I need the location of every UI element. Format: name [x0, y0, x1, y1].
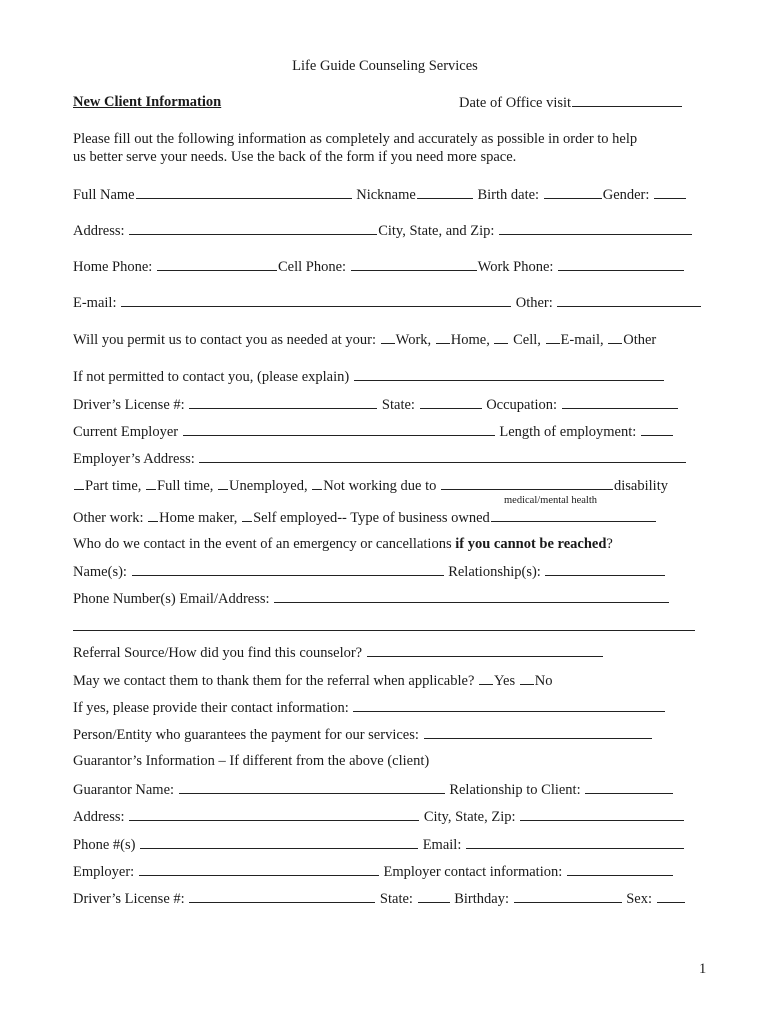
yes-label: Yes	[494, 673, 516, 689]
permit-contact-label: Will you permit us to contact you as needed at your:	[73, 332, 377, 348]
employer-address-field[interactable]	[199, 449, 686, 463]
guarantor-city-label: City, State, Zip:	[423, 809, 516, 825]
guarantor-state-label: State:	[379, 891, 413, 907]
emergency-question-end: ?	[606, 536, 613, 552]
employer-row	[73, 422, 674, 441]
phone-row	[73, 257, 685, 276]
guarantor-city-field[interactable]	[520, 807, 684, 821]
current-employer-field[interactable]	[183, 422, 495, 436]
referral-contact-label: If yes, please provide their contact information:	[73, 700, 349, 716]
referral-row	[73, 643, 604, 662]
guarantor-sex-label: Sex:	[626, 891, 653, 907]
guarantor-email-label: Email:	[422, 837, 462, 853]
birth-date-field[interactable]	[544, 185, 602, 199]
phone-email-field-continued[interactable]	[73, 630, 695, 631]
guarantor-phone-row	[73, 835, 685, 854]
page-number: 1	[699, 961, 707, 977]
work-checkbox[interactable]	[381, 330, 395, 344]
guarantor-employer-field[interactable]	[139, 862, 379, 876]
guarantor-license-label: Driver’s License #:	[73, 891, 185, 907]
guarantor-phone-label: Phone #(s)	[73, 837, 136, 853]
employer-address-label: Employer’s Address:	[73, 451, 195, 467]
phone-email-row	[73, 589, 670, 608]
yes-checkbox[interactable]	[479, 671, 493, 685]
guarantor-license-row	[73, 889, 686, 908]
guarantor-address-field[interactable]	[129, 807, 419, 821]
work-phone-field[interactable]	[558, 257, 684, 271]
state-label: State:	[381, 397, 415, 413]
emergency-question	[73, 535, 613, 553]
no-checkbox[interactable]	[520, 671, 534, 685]
guarantor-person-label: Person/Entity who guarantees the payment for our services:	[73, 727, 419, 743]
relationship-client-field[interactable]	[585, 780, 673, 794]
full-name-label: Full Name	[73, 187, 135, 203]
not-working-label: Not working due to	[323, 478, 437, 494]
phone-email-field[interactable]	[274, 589, 669, 603]
address-row	[73, 221, 693, 240]
full-time-label: Full time,	[157, 478, 214, 494]
cell-option-label: Cell,	[513, 332, 541, 348]
emergency-question-emphasis: if you cannot be reached	[455, 536, 607, 552]
guarantor-license-field[interactable]	[189, 889, 375, 903]
drivers-license-field[interactable]	[189, 395, 377, 409]
employer-address-row	[73, 449, 687, 468]
self-employed-label: Self employed-- Type of business owned	[253, 510, 490, 526]
work-option-label: Work,	[395, 332, 432, 348]
guarantor-state-field[interactable]	[418, 889, 450, 903]
nickname-label: Nickname	[356, 187, 416, 203]
other-contact-field[interactable]	[557, 293, 701, 307]
relationships-field[interactable]	[545, 562, 665, 576]
guarantor-employer-label: Employer:	[73, 864, 135, 880]
guarantor-email-field[interactable]	[466, 835, 684, 849]
length-employment-label: Length of employment:	[499, 424, 637, 440]
current-employer-label: Current Employer	[73, 424, 179, 440]
guarantor-employer-row	[73, 862, 674, 881]
disability-note: medical/mental health	[504, 495, 598, 506]
not-permitted-label: If not permitted to contact you, (please explain)	[73, 369, 350, 385]
names-label: Name(s):	[73, 564, 127, 580]
gender-label: Gender:	[602, 187, 650, 203]
intro-line-1: Please fill out the following information as completely and accurately as possible in order to help	[73, 131, 638, 147]
guarantor-employer-contact-field[interactable]	[567, 862, 673, 876]
cell-checkbox[interactable]	[494, 330, 508, 344]
referral-contact-field[interactable]	[353, 698, 665, 712]
other-label: Other:	[515, 295, 553, 311]
referral-field[interactable]	[367, 643, 603, 657]
office-visit-label: Date of Office visit	[459, 95, 572, 111]
part-time-checkbox[interactable]	[74, 476, 84, 490]
guarantor-name-label: Guarantor Name:	[73, 782, 175, 798]
guarantor-employer-contact-label: Employer contact information:	[383, 864, 563, 880]
guarantor-person-row	[73, 725, 653, 744]
intro-line-2: us better serve your needs. Use the back of the form if you need more space.	[73, 149, 517, 165]
thank-referral-row	[73, 671, 553, 690]
occupation-label: Occupation:	[486, 397, 558, 413]
work-phone-label: Work Phone:	[477, 259, 554, 275]
referral-contact-row	[73, 698, 666, 717]
other-checkbox[interactable]	[608, 330, 622, 344]
guarantor-name-row	[73, 780, 674, 799]
office-visit-date-field[interactable]	[572, 93, 682, 107]
part-time-label: Part time,	[85, 478, 142, 494]
home-option-label: Home,	[450, 332, 490, 348]
drivers-license-label: Driver’s License #:	[73, 397, 185, 413]
other-work-row	[73, 508, 657, 527]
emergency-names-row	[73, 562, 666, 581]
disability-field[interactable]	[441, 476, 613, 490]
org-title: Life Guide Counseling Services	[292, 58, 478, 74]
guarantor-name-field[interactable]	[179, 780, 445, 794]
emergency-question-text: Who do we contact in the event of an emergency or cancellations	[73, 536, 452, 552]
unemployed-checkbox[interactable]	[218, 476, 228, 490]
license-row	[73, 395, 679, 414]
relationship-client-label: Relationship to Client:	[449, 782, 581, 798]
thank-referral-label: May we contact them to thank them for the referral when applicable?	[73, 673, 475, 689]
guarantor-birthday-label: Birthday:	[454, 891, 509, 907]
names-field[interactable]	[132, 562, 444, 576]
address-label: Address:	[73, 223, 125, 239]
permit-contact-row	[73, 330, 656, 349]
city-state-zip-field[interactable]	[499, 221, 692, 235]
guarantor-phone-field[interactable]	[140, 835, 418, 849]
birth-date-label: Birth date:	[477, 187, 540, 203]
home-phone-field[interactable]	[157, 257, 277, 271]
email-field[interactable]	[121, 293, 511, 307]
not-permitted-row	[73, 367, 665, 386]
city-state-zip-label: City, State, and Zip:	[378, 223, 495, 239]
length-employment-field[interactable]	[641, 422, 673, 436]
section-title: New Client Information	[73, 94, 222, 110]
relationships-label: Relationship(s):	[448, 564, 541, 580]
phone-email-label: Phone Number(s) Email/Address:	[73, 591, 270, 607]
guarantor-birthday-field[interactable]	[514, 889, 622, 903]
home-maker-checkbox[interactable]	[148, 508, 158, 522]
guarantor-address-label: Address:	[73, 809, 125, 825]
email-checkbox[interactable]	[546, 330, 560, 344]
email-option-label: E-mail,	[560, 332, 604, 348]
gender-field[interactable]	[654, 185, 686, 199]
state-field[interactable]	[420, 395, 482, 409]
home-maker-label: Home maker,	[159, 510, 238, 526]
disability-label: disability	[614, 478, 668, 494]
self-employed-checkbox[interactable]	[242, 508, 252, 522]
cell-phone-label: Cell Phone:	[277, 259, 347, 275]
full-name-field[interactable]	[136, 185, 352, 199]
guarantor-person-field[interactable]	[424, 725, 652, 739]
occupation-field[interactable]	[562, 395, 678, 409]
other-option-label: Other	[623, 332, 657, 348]
address-field[interactable]	[129, 221, 377, 235]
other-work-label: Other work:	[73, 510, 144, 526]
guarantor-sex-field[interactable]	[657, 889, 685, 903]
guarantor-info-heading: Guarantor’s Information – If different from the above (client)	[73, 753, 430, 769]
email-row	[73, 293, 702, 312]
nickname-field[interactable]	[417, 185, 473, 199]
name-row	[73, 185, 687, 204]
cell-phone-field[interactable]	[351, 257, 477, 271]
not-working-checkbox[interactable]	[312, 476, 322, 490]
full-time-checkbox[interactable]	[146, 476, 156, 490]
email-label: E-mail:	[73, 295, 117, 311]
referral-label: Referral Source/How did you find this counselor?	[73, 645, 363, 661]
guarantor-address-row	[73, 807, 685, 826]
home-checkbox[interactable]	[436, 330, 450, 344]
home-phone-label: Home Phone:	[73, 259, 153, 275]
business-type-field[interactable]	[491, 508, 656, 522]
not-permitted-field[interactable]	[354, 367, 664, 381]
no-label: No	[534, 673, 553, 689]
office-visit-row	[459, 93, 683, 112]
unemployed-label: Unemployed,	[229, 478, 308, 494]
